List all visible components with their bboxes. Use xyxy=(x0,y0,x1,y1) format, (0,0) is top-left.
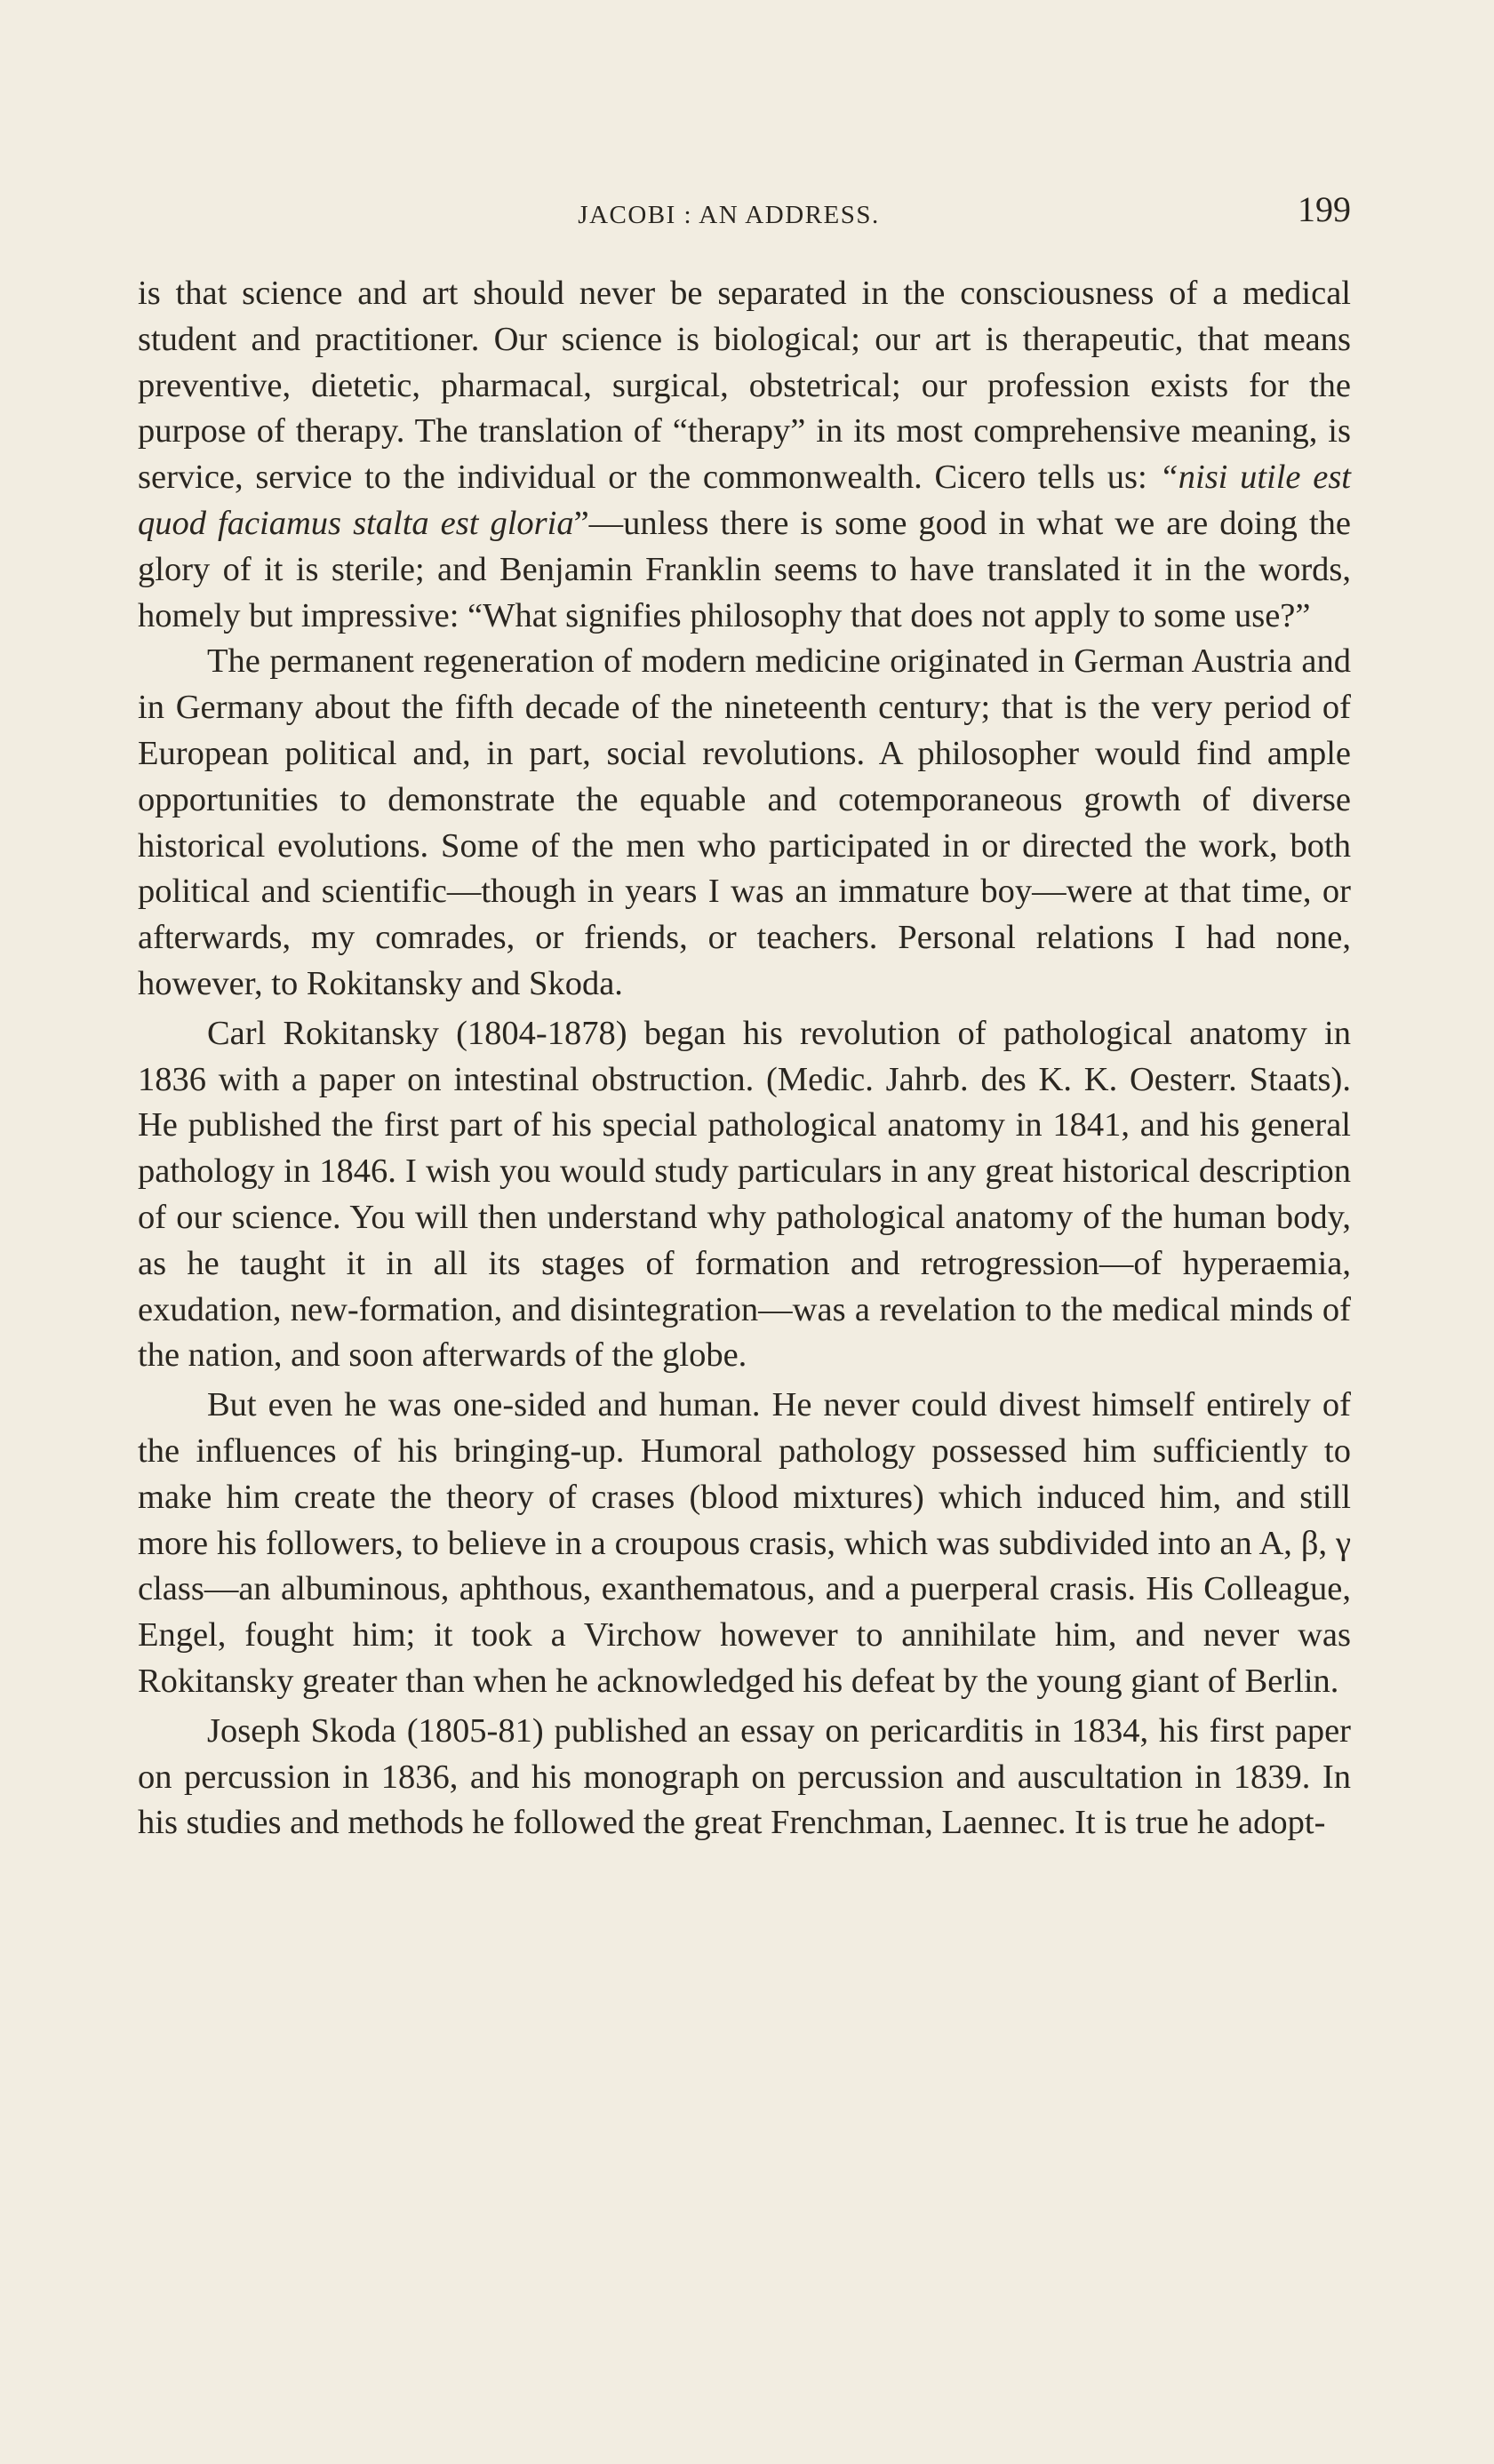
p2-text: The permanent regeneration of modern medicine originated in German Austria and in Germany about the fifth decade of the nineteenth century; that is the very period of European political and, in part, social revolutions. A philosopher would find ample opportunities to demonstrate the equable and cotemporaneous growth of diverse historical evolutions. Some of the men who participated in or directed the work, both political and scientific—though in years I was an immature boy—were at that time, or afterwards, my comrades, or friends, or teachers. Personal relations I had none, however, to Rokitansky and Skoda. xyxy=(138,642,1351,1002)
paragraph-rokitansky xyxy=(138,1011,1351,1379)
page-number: 199 xyxy=(1298,189,1351,229)
paragraph-one-sided xyxy=(138,1383,1351,1705)
p4-text: But even he was one-sided and human. He never could divest himself entirely of the influences of his bringing-up. Humoral pathology possessed him sufficiently to make him create the theory of crases (blood mixtures) which induced him, and still more his followers, to believe in a croupous crasis, which was subdivided into an A, β, γ class—an albuminous, aphthous, exanthematous, and a puerperal crasis. His Colleague, Engel, fought him; it took a Virchow however to annihilate him, and never was Rokitansky greater than when he acknowledged his defeat by the young giant of Berlin. xyxy=(138,1386,1351,1700)
p1-text-b: ”—unless there is some good in what we are doing the glory of it is sterile; and Benjamin Franklin seems to have translated it in the words, homely but impressive: “What signifies philosophy that does not apply to some use?” xyxy=(138,504,1351,634)
cicero-quote: “nisi utile est quod faciamus stalta est gloria xyxy=(138,459,1351,542)
running-title: JACOBI : AN ADDRESS. xyxy=(578,201,880,229)
p5-text: Joseph Skoda (1805-81) published an essay on pericarditis in 1834, his first paper on percussion in 1836, and his monograph on percussion and auscultation in 1839. In his studies and methods he followed the great Frenchman, Laennec. It is true he adopt- xyxy=(138,1711,1351,1842)
body-text xyxy=(138,271,1351,1846)
p3-text: Carl Rokitansky (1804-1878) began his revolution of pathological anatomy in 1836 with a paper on intestinal obstruction. (Medic. Jahrb. des K. K. Oesterr. Staats). He published the first part of his special pathological anatomy in 1841, and his general pathology in 1846. I wish you would study particulars in any great historical description of our science. You will then understand why pathological anatomy of the human body, as he taught it in all its stages of formation and retrogression—of hyperaemia, exudation, new-formation, and disintegration—was a revelation to the medical minds of the nation, and soon afterwards of the globe. xyxy=(138,1014,1351,1375)
paragraph-regeneration xyxy=(138,639,1351,1007)
paragraph-therapy-service xyxy=(138,271,1351,639)
paragraph-skoda xyxy=(138,1709,1351,1846)
p1-text-a: is that science and art should never be separated in the consciousness of a medical student and practitioner. Our science is biological; our art is therapeutic, that means preventive, dietetic, pharmacal, surgical, obstetrical; our profession exists for the purpose of therapy. The translation of “therapy” in its most comprehensive meaning, is service, service to the individual or the commonwealth. Cicero tells us: xyxy=(138,275,1351,497)
running-head xyxy=(138,188,1351,235)
